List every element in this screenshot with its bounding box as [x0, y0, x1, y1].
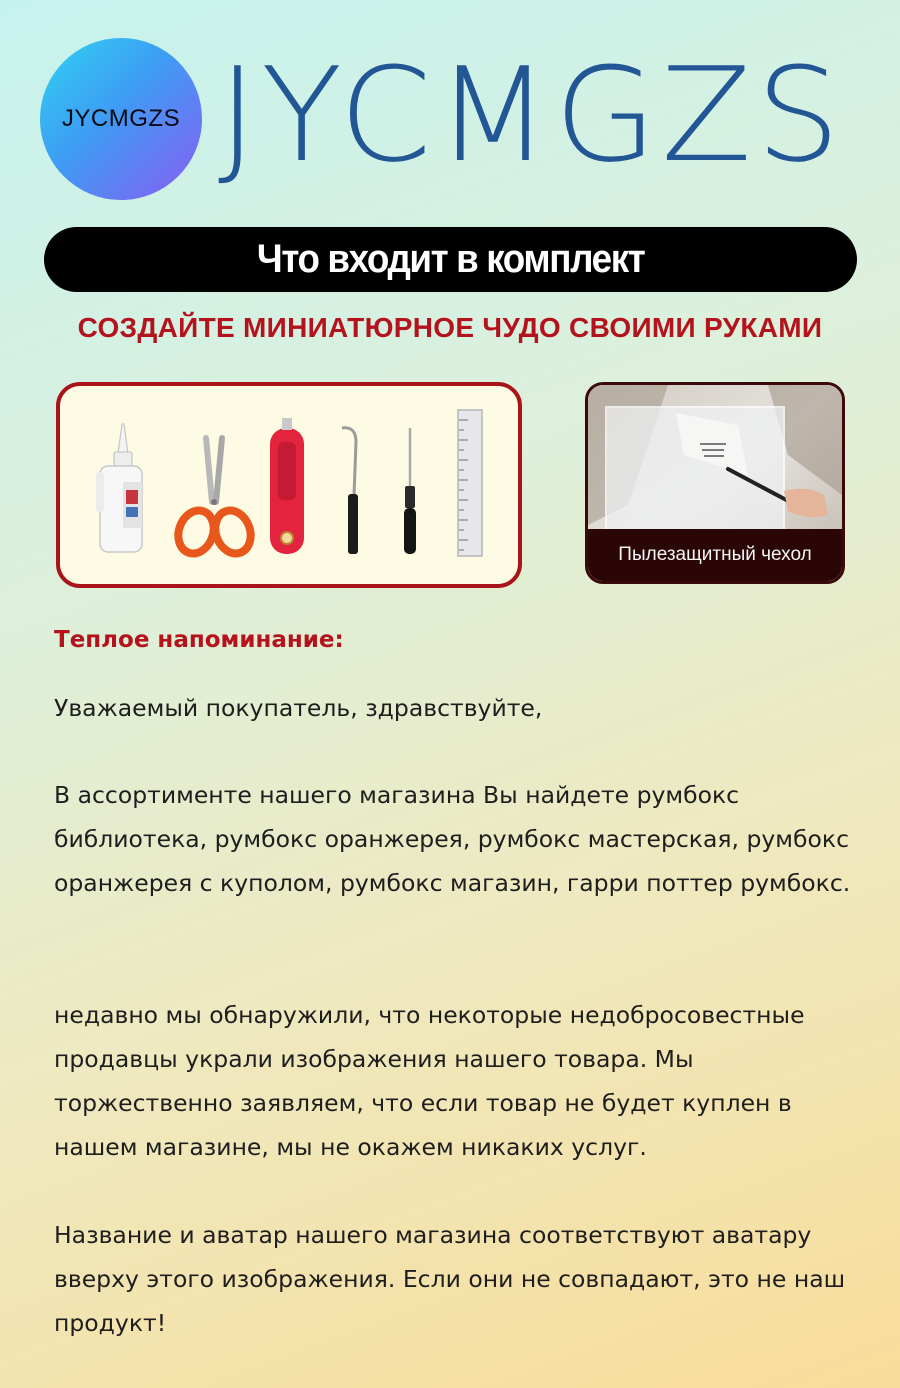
dust-cover-caption: Пылезащитный чехол: [588, 529, 842, 581]
reminder-paragraph: В ассортименте нашего магазина Вы найдете румбокс библиотека, румбокс оранжерея, румбокс мастерская, румбокс оранжерея с куполом, румбокс магазин, гарри поттер румбокс.: [54, 781, 851, 897]
store-avatar-logo: [40, 38, 202, 200]
utility-knife-icon: [270, 418, 304, 554]
banner-title: Что входит в комплект: [256, 237, 645, 281]
tagline: СОЗДАЙТЕ МИНИАТЮРНОЕ ЧУДО СВОИМИ РУКАМИ: [77, 312, 823, 343]
tools-panel: [56, 382, 522, 588]
logo-text: JYCMGZS: [61, 105, 181, 132]
glue-bottle-icon: [96, 424, 142, 552]
reminder-heading: Теплое напоминание:: [54, 627, 344, 653]
reminder-paragraph: Уважаемый покупатель, здравствуйте,: [54, 694, 543, 722]
reminder-paragraph: недавно мы обнаружили, что некоторые недобросовестные продавцы украли изображения нашего товара. Мы торжественно заявляем, что если товар не будет куплен в нашем магазине, мы не окажем никаких услуг.: [54, 1001, 805, 1161]
brand-title: JYCMGZS: [218, 39, 845, 191]
awl-icon: [404, 428, 416, 554]
kit-contents-banner: [44, 227, 857, 292]
reminder-paragraph: Название и аватар нашего магазина соответствуют аватару вверху этого изображения. Если они не совпадают, это не наш продукт!: [54, 1221, 846, 1337]
scissors-icon: [173, 438, 257, 558]
tools-illustration: [60, 386, 518, 584]
dust-cover-panel: [585, 382, 845, 584]
ruler-icon: [458, 410, 482, 556]
tweezers-icon: [342, 428, 358, 554]
